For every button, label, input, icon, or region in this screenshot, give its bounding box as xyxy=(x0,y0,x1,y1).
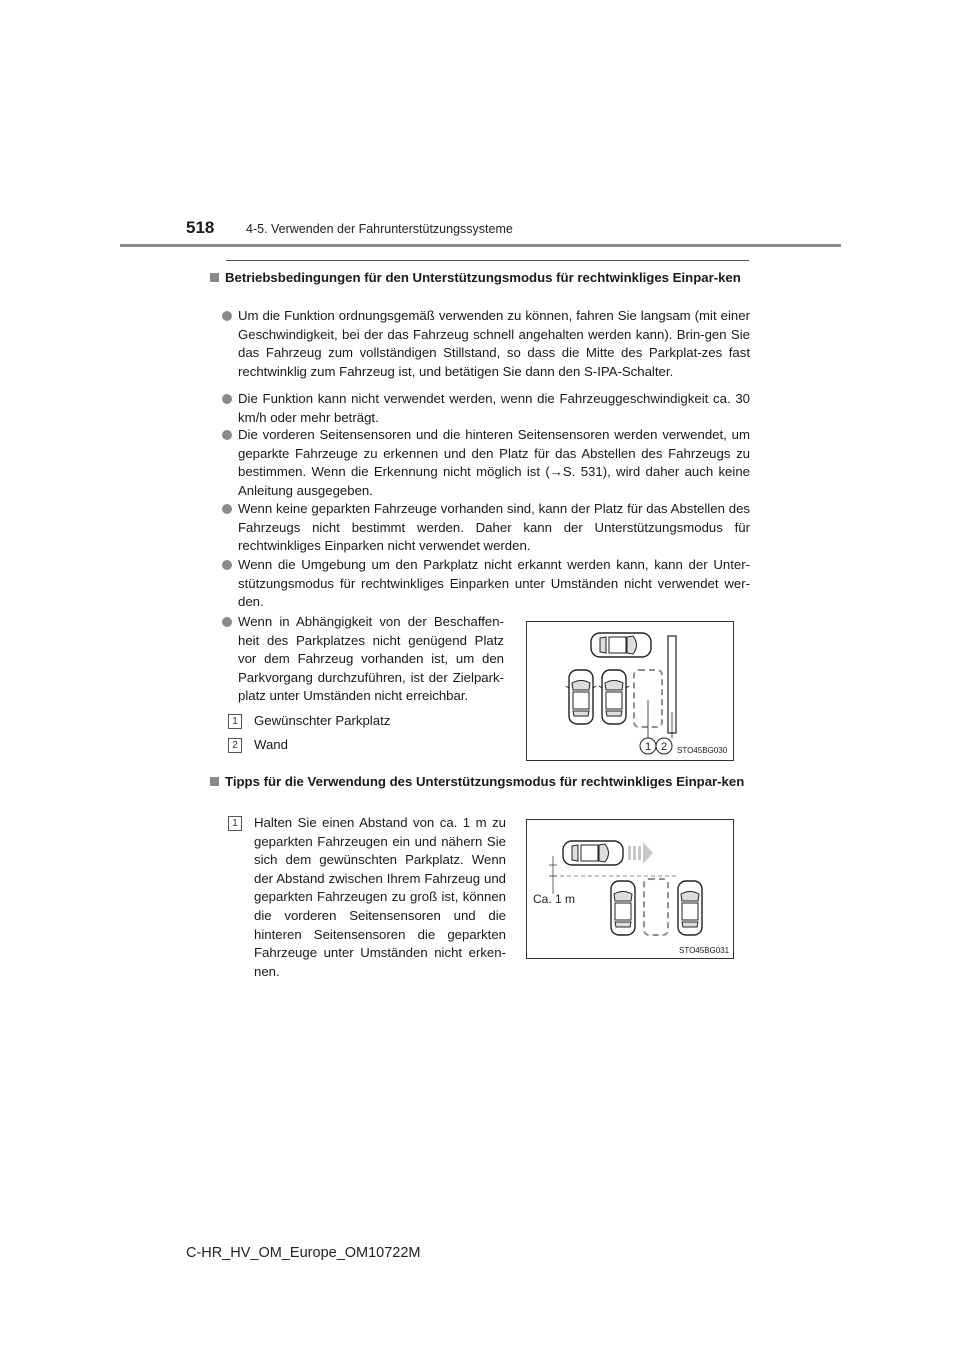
bullet-item: Wenn die Umgebung um den Parkplatz nicht erkannt werden kann, kann der Unter-stützungsmodus für rechtwinkliges Einparken unter Umständen nicht verwendet wer-den. xyxy=(222,556,750,612)
section-divider xyxy=(226,260,749,261)
header-rule xyxy=(120,244,841,247)
bullet-dot-icon xyxy=(222,430,232,440)
direction-arrow-icon xyxy=(628,842,653,864)
section2-heading: Tipps für die Verwendung des Unterstützungsmodus für rechtwinkliges Einpar-ken xyxy=(210,773,750,792)
section1-heading: Betriebsbedingungen für den Unterstützungsmodus für rechtwinkliges Einpar-ken xyxy=(210,269,750,288)
callout-label: Wand xyxy=(254,737,288,752)
car-icon xyxy=(566,670,596,724)
figure-code: STO45BG030 xyxy=(677,746,728,755)
step-item xyxy=(228,814,506,981)
bullet-item: Wenn keine geparkten Fahrzeuge vorhanden sind, kann der Platz für das Abstellen des Fahrzeugs nicht bestimmt werden. Daher kann der Unterstützungsmodus für rechtwinkliges Einparken nicht verwendet werden. xyxy=(222,500,750,556)
bullet-item: Um die Funktion ordnungsgemäß verwenden zu können, fahren Sie langsam (mit einer Geschwindigkeit, bei der das Fahrzeug schnell angehalten werden kann). Brin-gen Sie das Fahrzeug zum vollständigen Stillstand, so dass die Mitte des Parkplat-zes fast rechtwinklig zum Fahrzeug ist, und betätigen Sie dann den S-IPA-Schalter. xyxy=(222,307,750,381)
bullet-item: Die Funktion kann nicht verwendet werden, wenn die Fahrzeuggeschwindigkeit ca. 30 km/h oder mehr beträgt. xyxy=(222,390,750,427)
bullet-item: Die vorderen Seitensensoren und die hinteren Seitensensoren werden verwendet, um geparkte Fahrzeuge zu erkennen und den Platz für das Abstellen des Fahrzeugs zu bestimmen. Wenn die Erkennung nicht möglich ist (→S. 531), wird daher auch keine Anleitung ausgegeben. xyxy=(222,426,750,500)
callout-number-2: 2 xyxy=(660,741,668,753)
parking-illustration xyxy=(527,622,733,760)
bullet-dot-icon xyxy=(222,617,232,627)
step-number: 1 xyxy=(228,816,242,831)
own-car-icon xyxy=(563,841,623,865)
bullet-dot-icon xyxy=(222,560,232,570)
parking-figure-2 xyxy=(526,819,734,959)
document-id: C-HR_HV_OM_Europe_OM10722M xyxy=(186,1245,421,1261)
distance-label: Ca. 1 m xyxy=(533,892,576,906)
target-parking-space xyxy=(644,879,668,935)
parked-car-icon xyxy=(611,881,635,935)
car-icon xyxy=(591,633,651,657)
section-title: 4-5. Verwenden der Fahrunterstützungssysteme xyxy=(246,222,513,236)
bullet-dot-icon xyxy=(222,394,232,404)
car-icon xyxy=(599,670,629,724)
parking-figure-1 xyxy=(526,621,734,761)
bullet-item: Wenn in Abhängigkeit von der Beschaffen-heit des Parkplatzes nicht genügend Platz vor dem Fahrzeug vorhanden ist, um den Parkvorgang durchzuführen, ist der Zielpark-platz unter Umständen nicht erreichbar. xyxy=(222,613,504,706)
parked-car-icon xyxy=(678,881,702,935)
bullet-dot-icon xyxy=(222,311,232,321)
bullet-dot-icon xyxy=(222,504,232,514)
callout-label: Gewünschter Parkplatz xyxy=(254,713,391,728)
callout-number: 2 xyxy=(228,738,242,753)
heading-square-icon xyxy=(210,273,219,282)
page-number: 518 xyxy=(186,218,215,237)
step-text: Halten Sie einen Abstand von ca. 1 m zu geparkten Fahrzeugen ein und nähern Sie sich dem gewünschten Parkplatz. Wenn der Abstand zwischen Ihrem Fahrzeug und geparkten Fahrzeugen zu groß ist, können die vorderen Seitensensoren und die hinteren Seitensensoren die geparkten Fahrzeuge unter Umständen nicht erken-nen. xyxy=(254,815,506,979)
callout-number: 1 xyxy=(228,714,242,729)
heading-square-icon xyxy=(210,777,219,786)
figure-code: STO45BG031 xyxy=(679,946,730,955)
callout-number-1: 1 xyxy=(644,741,652,753)
approach-illustration xyxy=(527,820,733,958)
